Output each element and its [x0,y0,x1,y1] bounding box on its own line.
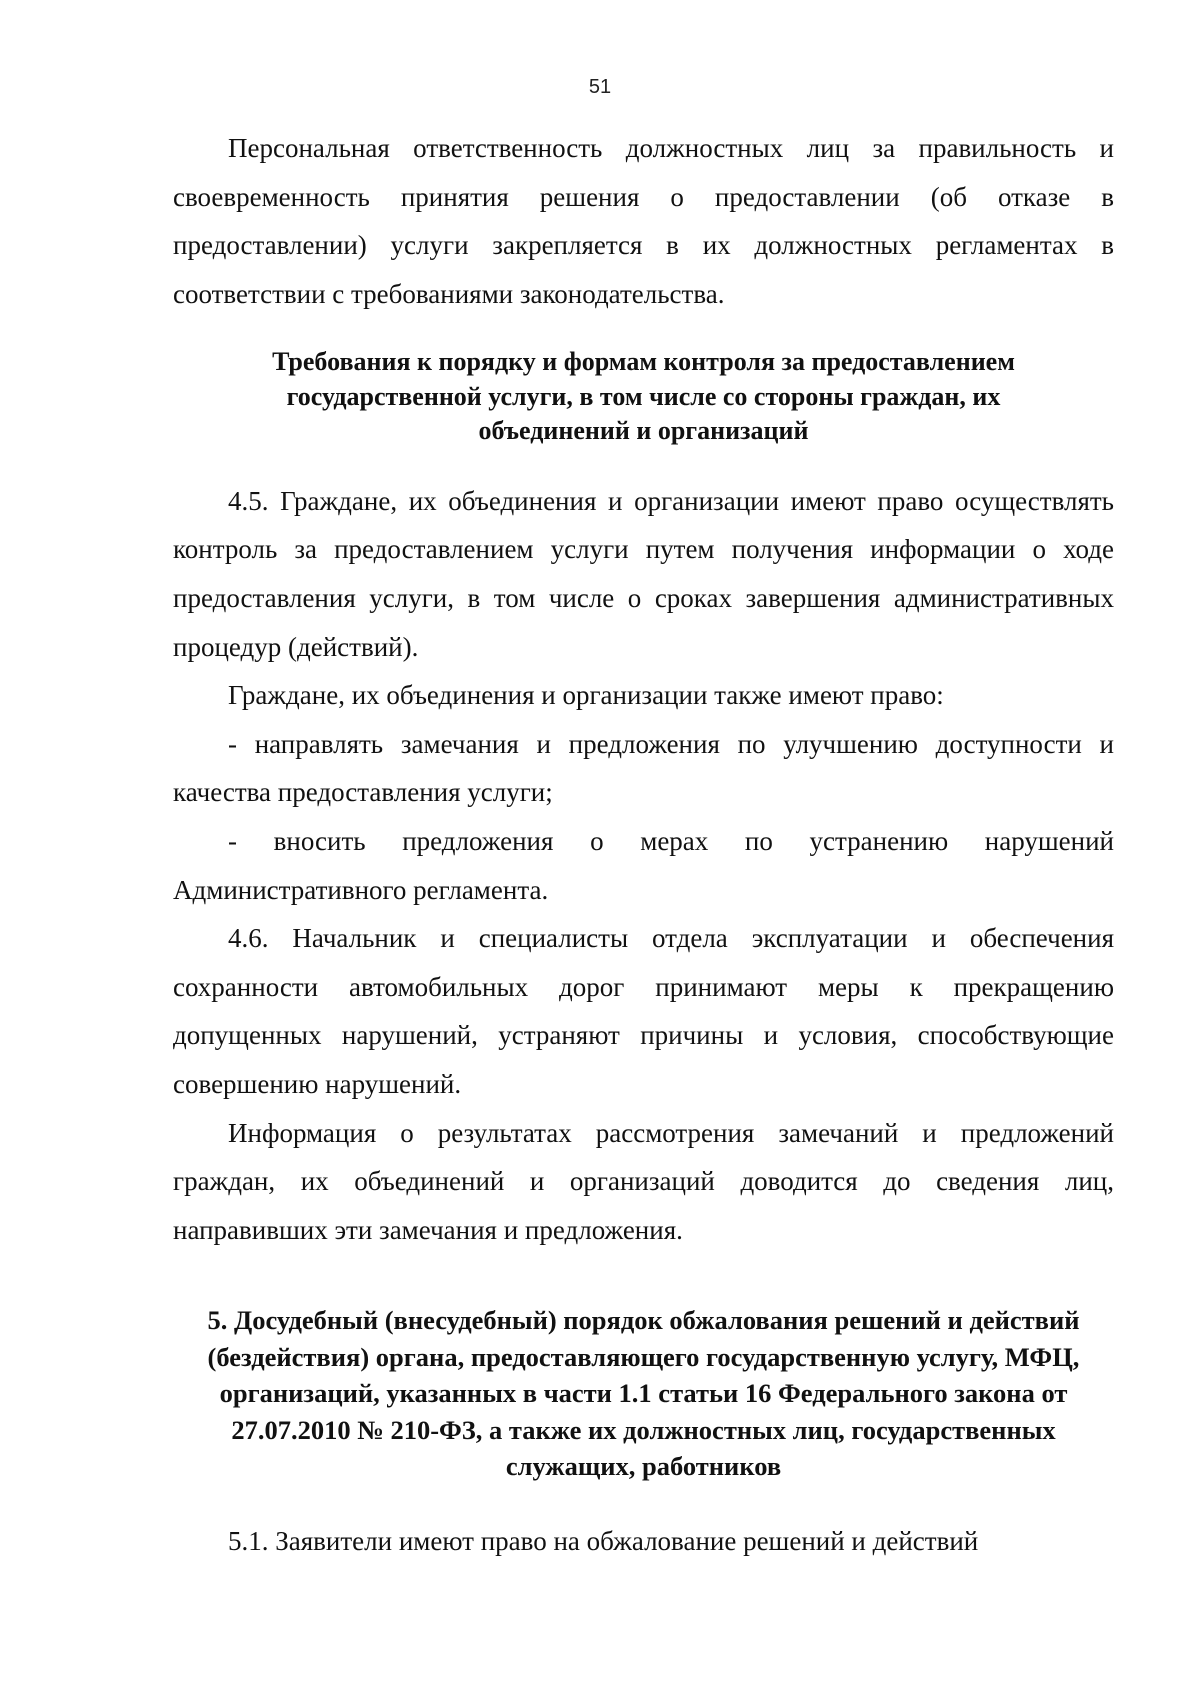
paragraph-4-5: 4.5. Граждане, их объединения и организации имеют право осуществлять контроль за предоставлением услуги путем получения информации о ходе предоставления услуги, в том числе о сроках завершения административных процедур (действий). [173,485,1114,662]
paragraph-citizens-rights: Граждане, их объединения и организации также имеют право: [228,680,944,711]
section-heading-appeal: 5. Досудебный (внесудебный) порядок обжалования решений и действий (бездействия) органа, предоставляющего государственную услугу, МФЦ, организаций, указанных в части 1.1 статьи 16 Федерального закона от 27.07.2010 № 210-ФЗ, а также их должностных лиц, государственных служащих, работников [207,1305,1080,1482]
document-body [173,124,1114,1565]
page-number: 51 [588,76,612,98]
list-item-proposals: - вносить предложения о мерах по устранению нарушений Административного регламента. [173,826,1114,905]
paragraph-information: Информация о результатах рассмотрения замечаний и предложений граждан, их объединений и организаций доводится до сведения лиц, направивших эти замечания и предложения. [173,1117,1114,1245]
paragraph-responsibility: Персональная ответственность должностных лиц за правильность и своевременность принятия решения о предоставлении (об отказе в предоставлении) услуги закрепляется в их должностных регламентах в соответствии с требованиями законодательства. [173,133,1114,309]
list-item-remarks: - направлять замечания и предложения по улучшению доступности и качества предоставления услуги; [173,728,1114,808]
section-heading-control: Требования к порядку и формам контроля за предоставлением государственной услуги, в том числе со стороны граждан, их объединений и организаций [272,347,1015,446]
paragraph-4-6: 4.6. Начальник и специалисты отдела эксплуатации и обеспечения сохранности автомобильных дорог принимают меры к прекращению допущенных нарушений, устраняют причины и условия, способствующие совершению нарушений. [173,923,1114,1099]
paragraph-5-1: 5.1. Заявители имеют право на обжалование решений и действий [228,1525,979,1556]
